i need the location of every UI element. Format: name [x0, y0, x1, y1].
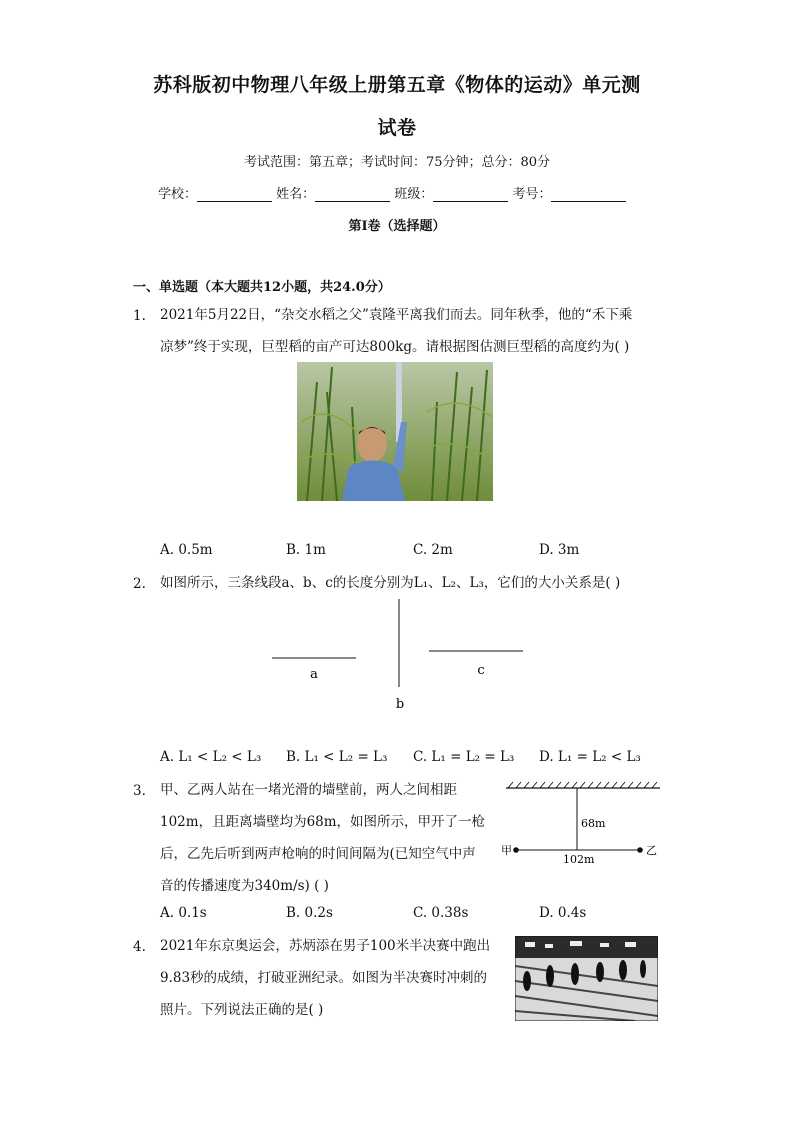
label-b: b	[395, 697, 405, 712]
page-title-continued: 试卷	[377, 117, 417, 139]
yi-point	[637, 847, 643, 853]
exam-info: 考试范围：第五章；考试时间：75分钟；总分：80分	[243, 155, 551, 170]
label-68m: 68m	[581, 817, 606, 830]
school-blank[interactable]	[197, 187, 272, 202]
page-title: 苏科版初中物理八年级上册第五章《物体的运动》单元测	[153, 74, 641, 96]
q3-number: 3.	[133, 783, 146, 799]
q4-line3: 照片。下列说法正确的是( )	[160, 1002, 324, 1018]
q4-line2: 9.83秒的成绩，打破亚洲纪录。如图为半决赛时冲刺的	[160, 970, 488, 986]
q2-option-b[interactable]: B. L₁ < L₂ = L₃	[286, 749, 388, 765]
q1-option-c[interactable]: C. 2m	[413, 542, 453, 558]
q1-line2: 凉梦”终于实现，巨型稻的亩产可达800kg。请根据图估测巨型稻的高度约为( )	[160, 339, 630, 355]
q3-line1: 甲、乙两人站在一堵光滑的墙壁前，两人之间相距	[160, 782, 457, 798]
number-blank[interactable]	[551, 187, 626, 202]
class-blank[interactable]	[433, 187, 508, 202]
q3-option-c[interactable]: C. 0.38s	[413, 905, 469, 921]
wall-echo-figure	[500, 778, 665, 868]
sprint-photo	[515, 936, 658, 1021]
q2-option-d[interactable]: D. L₁ = L₂ < L₃	[539, 749, 641, 765]
class-label: 班级：	[394, 187, 434, 202]
q1-text	[160, 299, 680, 363]
q3-option-b[interactable]: B. 0.2s	[286, 905, 333, 921]
label-yi: 乙	[646, 844, 657, 857]
volume-heading: 第I卷（选择题）	[348, 219, 446, 234]
label-102m: 102m	[563, 853, 595, 866]
section-heading: 一、单选题（本大题共12小题，共24.0分）	[133, 280, 391, 295]
giant-rice-photo	[297, 362, 493, 501]
q3-line3: 后，乙先后听到两声枪响的时间间隔为(已知空气中声	[160, 846, 476, 862]
number-label: 考号：	[512, 187, 552, 202]
q4-number: 4.	[133, 939, 146, 955]
q1-option-a[interactable]: A. 0.5m	[160, 542, 213, 558]
q4-line1: 2021年东京奥运会，苏炳添在男子100米半决赛中跑出	[160, 938, 491, 954]
student-info-row	[158, 183, 638, 202]
line-segments-figure	[260, 595, 540, 715]
q2-option-c[interactable]: C. L₁ = L₂ = L₃	[413, 749, 515, 765]
school-label: 学校：	[158, 187, 198, 202]
name-blank[interactable]	[315, 187, 390, 202]
q4-text	[160, 930, 505, 1026]
q2-number: 2.	[133, 576, 146, 592]
q1-option-d[interactable]: D. 3m	[539, 542, 580, 558]
q1-line1: 2021年5月22日，“杂交水稻之父”袁隆平离我们而去。同年秋季，他的“禾下乘	[160, 307, 633, 323]
q3-line2: 102m，且距离墙壁均为68m，如图所示，甲开了一枪	[160, 814, 486, 830]
jia-point	[513, 847, 519, 853]
q3-line4: 音的传播速度为340m/s) ( )	[160, 878, 329, 894]
q2-text: 如图所示，三条线段a、b、c的长度分别为L₁、L₂、L₃，它们的大小关系是( )	[160, 575, 621, 591]
q2-option-a[interactable]: A. L₁ < L₂ < L₃	[160, 749, 262, 765]
q3-option-d[interactable]: D. 0.4s	[539, 905, 587, 921]
q3-text	[160, 774, 500, 902]
label-jia: 甲	[501, 844, 512, 857]
q1-option-b[interactable]: B. 1m	[286, 542, 326, 558]
name-label: 姓名：	[276, 187, 316, 202]
label-c: c	[477, 663, 485, 678]
q1-number: 1.	[133, 308, 146, 324]
label-a: a	[310, 667, 318, 682]
q3-option-a[interactable]: A. 0.1s	[160, 905, 207, 921]
